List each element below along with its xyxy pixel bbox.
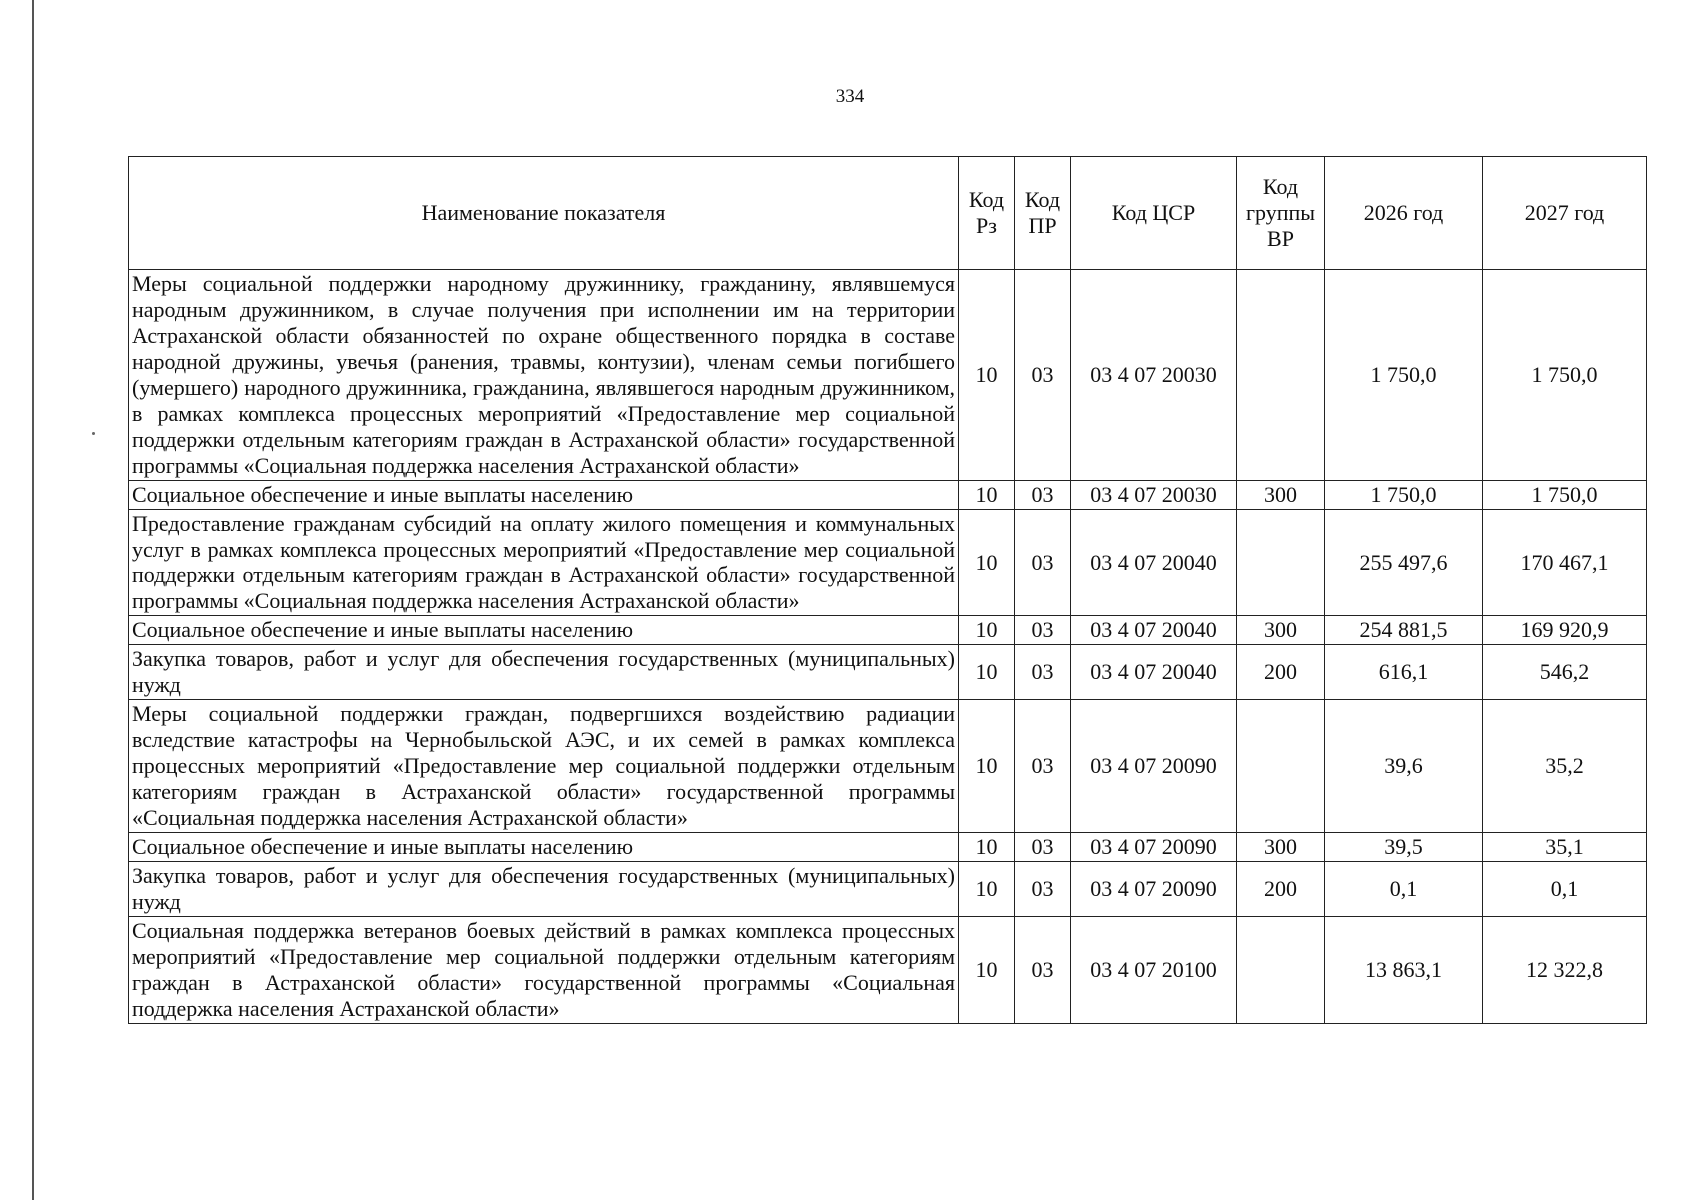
row-csr-cell: 03 4 07 20040 [1071,509,1237,616]
row-rz-cell: 10 [959,645,1015,700]
row-2027-cell: 0,1 [1483,861,1647,916]
row-rz-cell: 10 [959,916,1015,1023]
row-pr-cell: 03 [1015,916,1071,1023]
row-csr-cell: 03 4 07 20040 [1071,645,1237,700]
row-2026-cell: 616,1 [1325,645,1483,700]
row-vr-cell [1237,916,1325,1023]
row-2027-cell: 169 920,9 [1483,616,1647,645]
row-rz-cell: 10 [959,509,1015,616]
row-csr-cell: 03 4 07 20030 [1071,480,1237,509]
row-2027-cell: 1 750,0 [1483,480,1647,509]
row-2027-cell: 1 750,0 [1483,270,1647,481]
row-vr-cell: 300 [1237,480,1325,509]
row-csr-cell: 03 4 07 20040 [1071,616,1237,645]
row-pr-cell: 03 [1015,645,1071,700]
row-pr-cell: 03 [1015,480,1071,509]
table-row [129,833,1647,862]
row-name-cell: Социальное обеспечение и иные выплаты населению [129,616,959,645]
row-2026-cell: 1 750,0 [1325,270,1483,481]
row-name-cell: Закупка товаров, работ и услуг для обеспечения государственных (муниципальных) нужд [129,861,959,916]
row-rz-cell: 10 [959,833,1015,862]
header-csr: Код ЦСР [1071,157,1237,270]
table-row [129,509,1647,616]
table-row [129,916,1647,1023]
row-rz-cell: 10 [959,616,1015,645]
row-rz-cell: 10 [959,270,1015,481]
row-pr-cell: 03 [1015,833,1071,862]
row-2026-cell: 39,5 [1325,833,1483,862]
row-rz-cell: 10 [959,700,1015,833]
table-header-row [129,157,1647,270]
row-2026-cell: 1 750,0 [1325,480,1483,509]
row-2026-cell: 13 863,1 [1325,916,1483,1023]
header-pr: Код ПР [1015,157,1071,270]
table-row [129,270,1647,481]
table-row [129,861,1647,916]
row-name-cell: Социальное обеспечение и иные выплаты населению [129,833,959,862]
row-vr-cell: 200 [1237,861,1325,916]
scan-margin-line [32,0,34,1200]
row-name-cell: Меры социальной поддержки граждан, подвергшихся воздействию радиации вследствие катастрофы на Чернобыльской АЭС, и их семей в рамках комплекса процессных мероприятий «Предоставление мер социальной поддержки отдельным категориям граждан в Астраханской области» государственной программы «Социальная поддержка населения Астраханской области» [129,700,959,833]
row-2027-cell: 35,1 [1483,833,1647,862]
table-row [129,480,1647,509]
row-pr-cell: 03 [1015,861,1071,916]
row-2026-cell: 255 497,6 [1325,509,1483,616]
row-vr-cell: 200 [1237,645,1325,700]
table-row [129,616,1647,645]
table-body [129,270,1647,1024]
row-csr-cell: 03 4 07 20090 [1071,700,1237,833]
row-name-cell: Социальная поддержка ветеранов боевых действий в рамках комплекса процессных мероприятий «Предоставление мер социальной поддержки отдельным категориям граждан в Астраханской области» государственной программы «Социальная поддержка населения Астраханской области» [129,916,959,1023]
row-name-cell: Закупка товаров, работ и услуг для обеспечения государственных (муниципальных) нужд [129,645,959,700]
header-2026: 2026 год [1325,157,1483,270]
row-2027-cell: 546,2 [1483,645,1647,700]
row-csr-cell: 03 4 07 20030 [1071,270,1237,481]
header-name: Наименование показателя [129,157,959,270]
row-rz-cell: 10 [959,861,1015,916]
row-2027-cell: 12 322,8 [1483,916,1647,1023]
row-vr-cell: 300 [1237,616,1325,645]
row-name-cell: Предоставление гражданам субсидий на оплату жилого помещения и коммунальных услуг в рамках комплекса процессных мероприятий «Предоставление мер социальной поддержки отдельным категориям граждан в Астраханской области» государственной программы «Социальная поддержка населения Астраханской области» [129,509,959,616]
row-vr-cell [1237,270,1325,481]
header-rz: Код Рз [959,157,1015,270]
row-2026-cell: 0,1 [1325,861,1483,916]
budget-table [128,156,1647,1024]
row-2027-cell: 170 467,1 [1483,509,1647,616]
row-2027-cell: 35,2 [1483,700,1647,833]
header-vr: Код группы ВР [1237,157,1325,270]
header-2027: 2027 год [1483,157,1647,270]
row-name-cell: Социальное обеспечение и иные выплаты населению [129,480,959,509]
row-csr-cell: 03 4 07 20100 [1071,916,1237,1023]
page-number: 334 [835,86,865,107]
row-pr-cell: 03 [1015,270,1071,481]
row-rz-cell: 10 [959,480,1015,509]
table-row [129,645,1647,700]
row-2026-cell: 254 881,5 [1325,616,1483,645]
row-pr-cell: 03 [1015,616,1071,645]
row-2026-cell: 39,6 [1325,700,1483,833]
row-pr-cell: 03 [1015,509,1071,616]
row-csr-cell: 03 4 07 20090 [1071,833,1237,862]
row-vr-cell [1237,509,1325,616]
row-csr-cell: 03 4 07 20090 [1071,861,1237,916]
table-row [129,700,1647,833]
row-pr-cell: 03 [1015,700,1071,833]
scan-speck [92,432,95,435]
row-vr-cell [1237,700,1325,833]
row-name-cell: Меры социальной поддержки народному дружиннику, гражданину, являвшемуся народным дружинником, в случае получения при исполнении им на территории Астраханской области обязанностей по охране общественного порядка в составе народной дружины, увечья (ранения, травмы, контузии), членам семьи погибшего (умершего) народного дружинника, гражданина, являвшегося народным дружинником, в рамках комплекса процессных мероприятий «Предоставление мер социальной поддержки отдельным категориям граждан в Астраханской области» государственной программы «Социальная поддержка населения Астраханской области» [129,270,959,481]
row-vr-cell: 300 [1237,833,1325,862]
